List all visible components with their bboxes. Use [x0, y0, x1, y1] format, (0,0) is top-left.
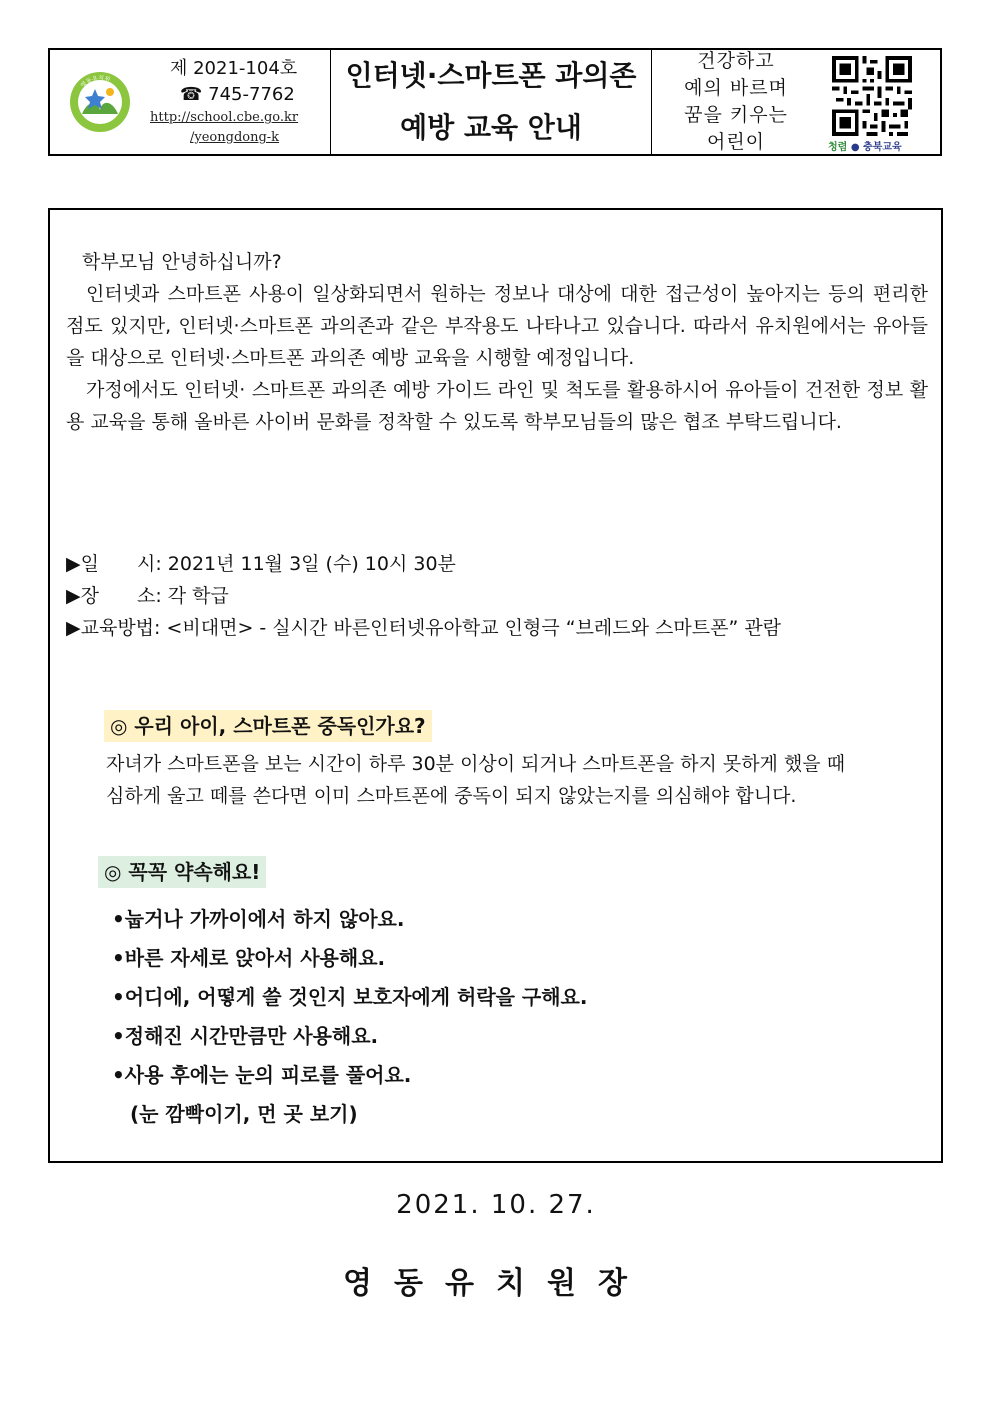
school-url-line2[interactable]: /yeongdong-k [190, 130, 280, 145]
motto-line: 꿈을 키우는 [684, 104, 788, 126]
header [48, 48, 942, 156]
addiction-body [104, 748, 944, 812]
promise-heading: ◎ 꼭꼭 약속해요! [98, 856, 266, 888]
schedule-section [66, 548, 781, 644]
addiction-line: 자녀가 스마트폰을 보는 시간이 하루 30분 이상이 되거나 스마트폰을 하지 못하게 했을 때 [106, 753, 846, 775]
school-logo-icon [68, 70, 132, 134]
schedule-date: ▶일 시: 2021년 11월 3일 (수) 10시 30분 [66, 553, 456, 575]
intro-paragraph-2: 가정에서도 인터넷· 스마트폰 과의존 예방 가이드 라인 및 척도를 활용하시어 유아들이 건전한 정보 활용 교육을 통해 올바른 사이버 문화를 정착할 수 있도록 학부모님들의 많은 협조 부탁드립니다. [66, 379, 928, 433]
title-line1: 인터넷·스마트폰 과의존 [345, 59, 637, 92]
list-item: •어디에, 어떻게 쓸 것인지 보호자에게 허락을 구해요. [112, 985, 588, 1009]
promise-list [98, 900, 938, 1134]
addiction-line: 심하게 울고 떼를 쓴다면 이미 스마트폰에 중독이 되지 않았는지를 의심해야 합니다. [106, 785, 797, 807]
addiction-section [104, 710, 944, 812]
intro-paragraph-1: 인터넷과 스마트폰 사용이 일상화되면서 원하는 정보나 대상에 대한 접근성이 높아지는 등의 편리한 점도 있지만, 인터넷·스마트폰 과의존과 같은 부작용도 나타나고 있습니다. 따라서 유치원에서는 유아들을 대상으로 인터넷·스마트폰 과의존 예방 교육을 시행할 예정입니다. [66, 283, 928, 369]
motto-line: 예의 바르며 [684, 77, 788, 99]
qr-caption [828, 138, 902, 153]
intro-section [66, 246, 928, 438]
list-item: •정해진 시간만큼만 사용해요. [112, 1024, 379, 1048]
list-item: •사용 후에는 눈의 피로를 풀어요. [112, 1063, 412, 1087]
school-url-line1[interactable]: http://school.cbe.go.kr [150, 110, 299, 125]
page-title [331, 50, 652, 154]
promise-section [98, 856, 938, 1134]
title-line2: 예방 교육 안내 [400, 111, 582, 144]
issue-date: 2021. 10. 27. [396, 1190, 596, 1220]
qr-block [820, 50, 940, 154]
qr-code-icon[interactable] [832, 56, 912, 136]
schedule-method: ▶교육방법: <비대면> - 실시간 바른인터넷유아학교 인형극 “브레드와 스마트폰” 관람 [66, 617, 782, 639]
list-item-note: (눈 깜빡이기, 먼 곳 보기) [130, 1102, 358, 1126]
list-item: •눕거나 가까이에서 하지 않아요. [112, 907, 405, 931]
motto-line: 건강하고 [697, 50, 775, 72]
qr-caption-left: 청렴 [828, 142, 848, 153]
school-contact [150, 56, 330, 148]
header-school-info [50, 50, 331, 154]
signer: 영동유치원장 [343, 1266, 649, 1301]
logo-text: 영동유치원 [79, 74, 112, 90]
qr-caption-dot: ● [850, 142, 864, 153]
qr-caption-right: 충북교육 [863, 142, 902, 153]
school-motto [652, 50, 820, 154]
list-item: •바른 자세로 앉아서 사용해요. [112, 946, 386, 970]
motto-line: 어린이 [706, 131, 766, 153]
phone-number: ☎ 745-7762 [180, 84, 295, 105]
greeting: 학부모님 안녕하십니까? [82, 251, 282, 273]
addiction-heading: ◎ 우리 아이, 스마트폰 중독인가요? [104, 710, 432, 742]
schedule-place: ▶장 소: 각 학급 [66, 585, 229, 607]
document-number: 제 2021-104호 [170, 58, 298, 79]
content-box [48, 208, 943, 1163]
